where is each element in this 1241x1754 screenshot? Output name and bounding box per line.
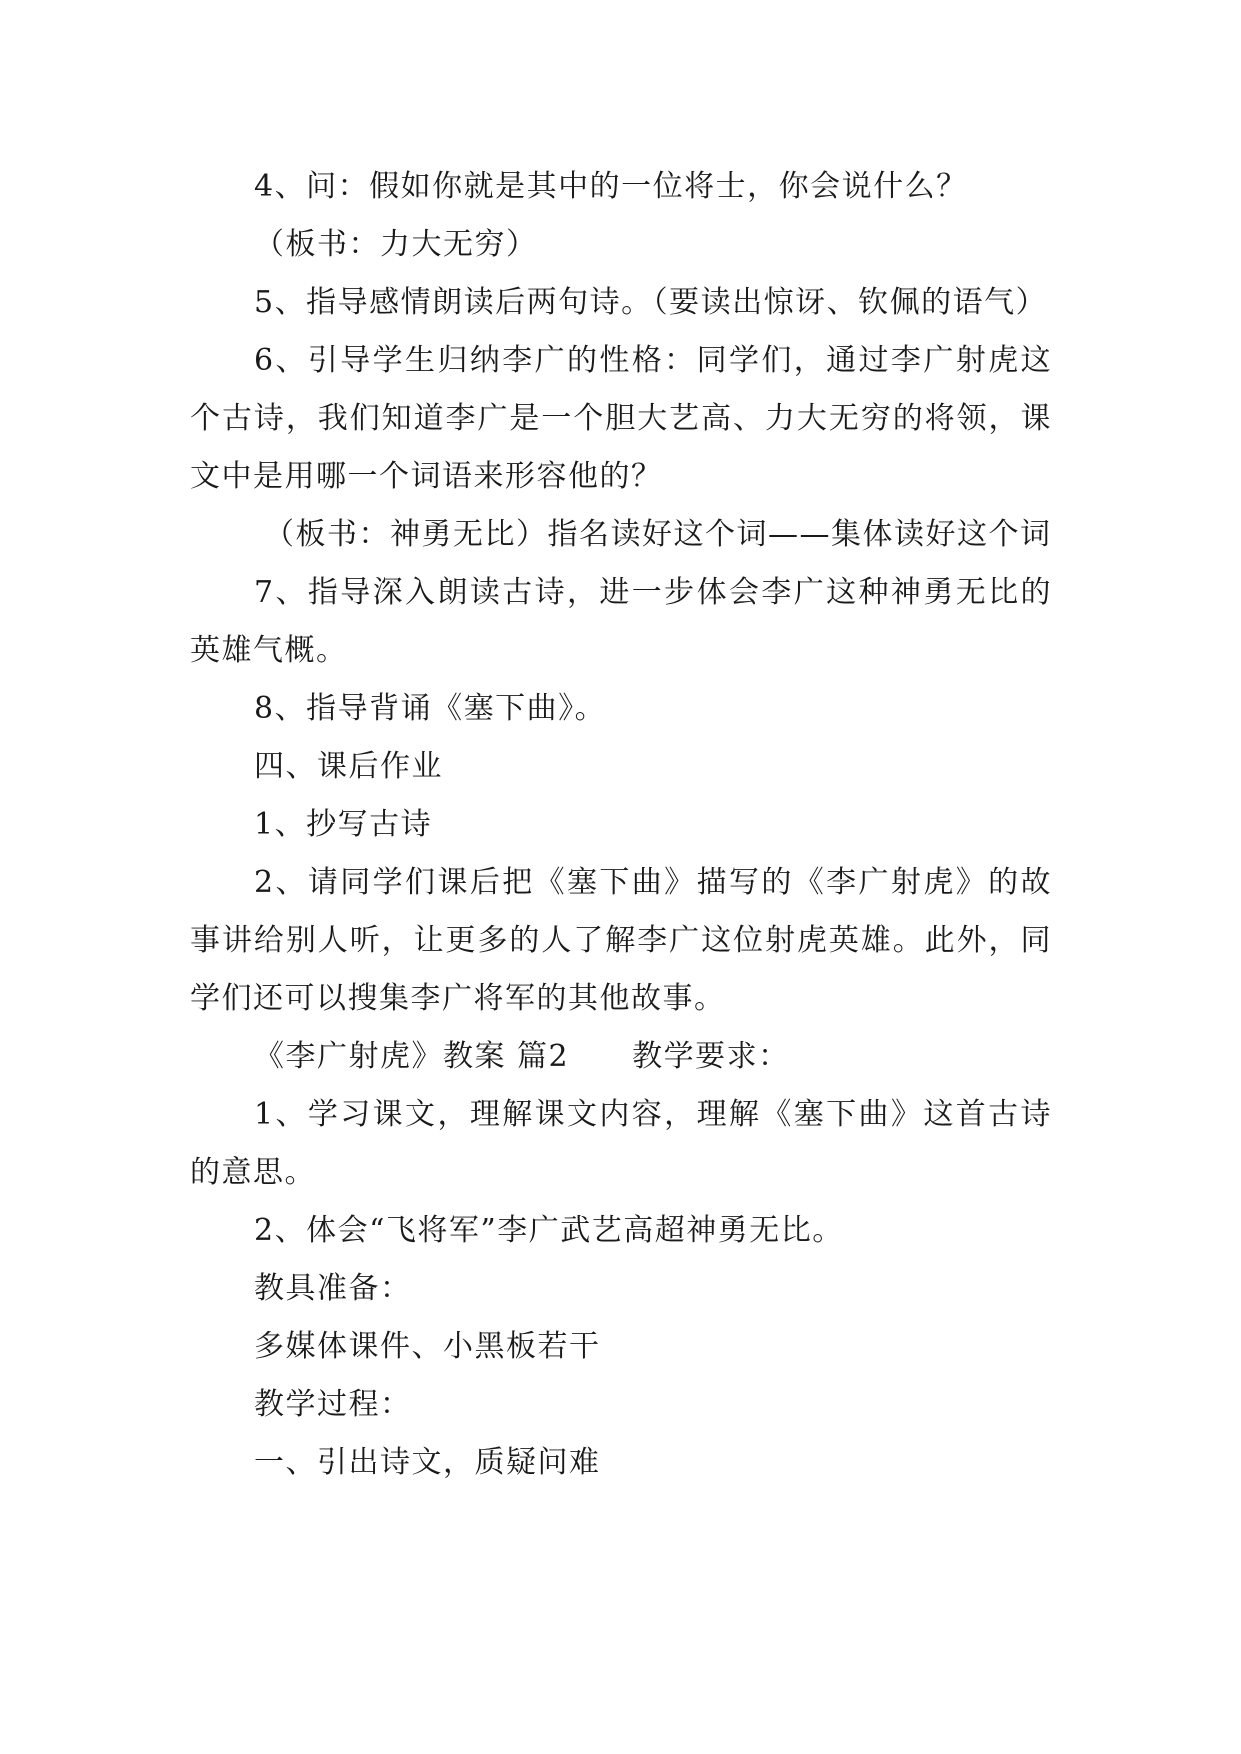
heading-teaching-aids: 教具准备： bbox=[254, 1271, 412, 1306]
paragraph-teaching-aids: 多媒体课件、小黑板若干 bbox=[254, 1329, 601, 1364]
paragraph-requirement-2: 2、体会“飞将军”李广武艺高超神勇无比。 bbox=[254, 1213, 844, 1248]
paragraph-step-6: 6、引导学生归纳李广的性格：同学们，通过李广射虎这个古诗，我们知道李广是一个胆大艺高、力大无穷的将领，课文中是用哪一个词语来形容他的？ bbox=[190, 343, 1052, 494]
paragraph-step-5: 5、指导感情朗读后两句诗。（要读出惊讶、钦佩的语气） bbox=[254, 285, 1048, 320]
paragraph-homework-1: 1、抄写古诗 bbox=[254, 807, 433, 842]
paragraph-question-4: 4、问：假如你就是其中的一位将士，你会说什么？ bbox=[254, 169, 968, 204]
paragraph-process-step-1: 一、引出诗文，质疑问难 bbox=[254, 1445, 601, 1480]
paragraph-requirement-1: 1、学习课文，理解课文内容，理解《塞下曲》这首古诗的意思。 bbox=[190, 1097, 1052, 1190]
paragraph-homework-2: 2、请同学们课后把《塞下曲》描写的《李广射虎》的故事讲给别人听，让更多的人了解李广这位射虎英雄。此外，同学们还可以搜集李广将军的其他故事。 bbox=[190, 865, 1052, 1016]
paragraph-step-7: 7、指导深入朗读古诗，进一步体会李广这种神勇无比的英雄气概。 bbox=[190, 575, 1052, 668]
section-homework-heading: 四、课后作业 bbox=[254, 749, 443, 784]
heading-teaching-process: 教学过程： bbox=[254, 1387, 412, 1422]
document-body bbox=[190, 158, 1052, 1492]
paragraph-board-note-1: （板书：力大无穷） bbox=[254, 227, 538, 262]
lesson-2-title: 《李广射虎》教案 篇2 教学要求： bbox=[254, 1039, 790, 1074]
paragraph-board-note-2: （板书：神勇无比）指名读好这个词——集体读好这个词 bbox=[264, 517, 1052, 552]
paragraph-step-8: 8、指导背诵《塞下曲》。 bbox=[254, 691, 607, 726]
